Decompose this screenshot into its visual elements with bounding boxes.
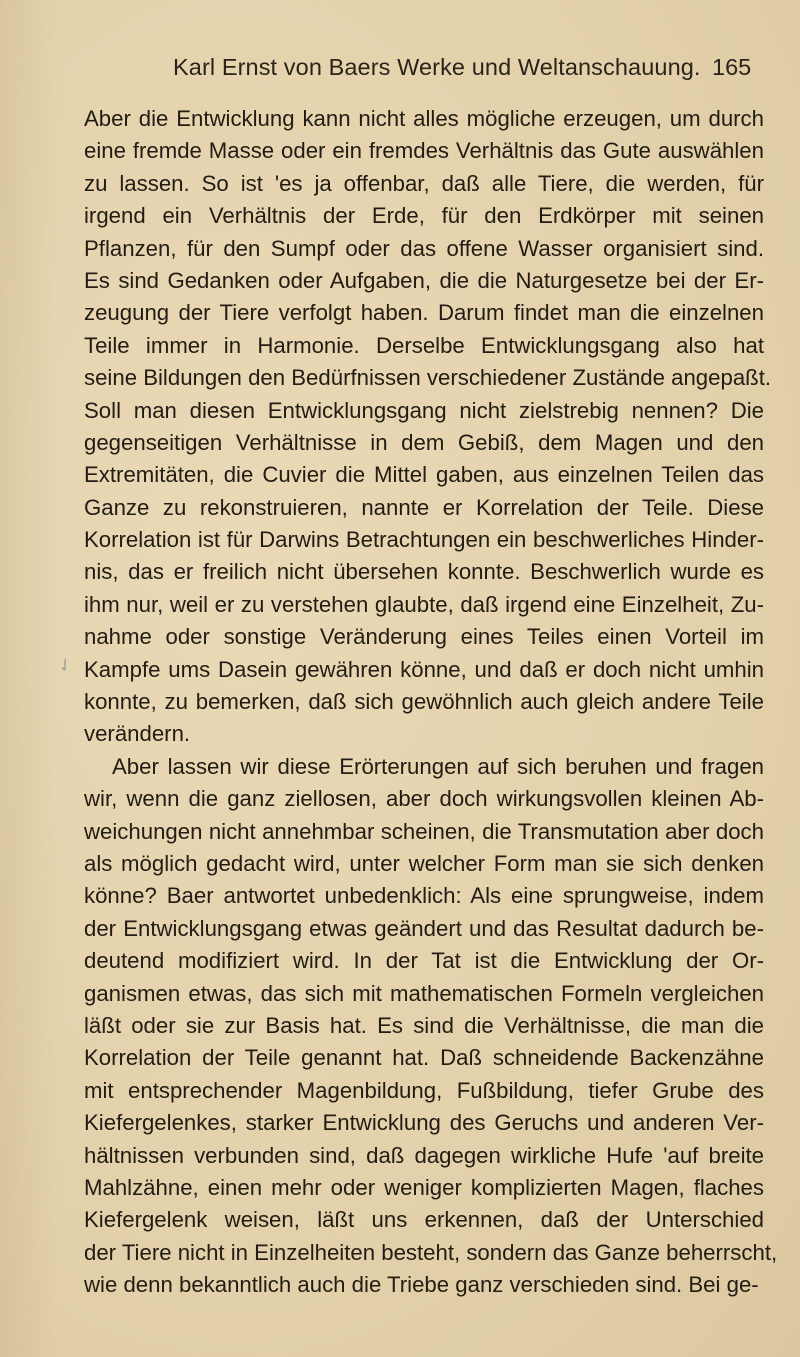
text-line: ganismen etwas, das sich mit mathematischen Formeln vergleichen bbox=[84, 980, 764, 1006]
text-line: Korrelation ist für Darwins Betrachtungen ein beschwerliches Hinder- bbox=[84, 527, 764, 553]
text-line: könne? Baer antwortet unbedenklich: Als eine sprungweise, indem bbox=[84, 883, 764, 909]
paragraph-1 bbox=[84, 103, 772, 751]
text-line: der Tiere nicht in Einzelheiten besteht, sondern das Ganze beherrscht, bbox=[84, 1239, 778, 1265]
text-line: irgend ein Verhältnis der Erde, für den Erdkörper mit seinen bbox=[84, 203, 764, 229]
text-line: Kampfe ums Dasein gewähren könne, und daß er doch nicht umhin bbox=[84, 656, 764, 682]
text-line: nahme oder sonstige Veränderung eines Teiles einen Vorteil im bbox=[84, 624, 764, 650]
page-header bbox=[0, 54, 800, 94]
text-line: Mahlzähne, einen mehr oder weniger komplizierten Magen, flaches bbox=[84, 1174, 764, 1200]
pencil-margin-mark: ✓ bbox=[53, 652, 78, 679]
text-line: hältnissen verbunden sind, daß dagegen wirkliche Hufe 'auf breite bbox=[84, 1142, 764, 1168]
text-line: wie denn bekanntlich auch die Triebe ganz verschieden sind. Bei ge- bbox=[84, 1272, 759, 1298]
running-title: Karl Ernst von Baers Werke und Weltanschauung. bbox=[173, 54, 701, 80]
text-line: nis, das er freilich nicht übersehen konnte. Beschwerlich wurde es bbox=[84, 559, 764, 585]
text-line: als möglich gedacht wird, unter welcher Form man sie sich denken bbox=[84, 850, 764, 876]
body-text bbox=[84, 103, 778, 1301]
text-line: Teile immer in Harmonie. Derselbe Entwicklungsgang also hat bbox=[84, 332, 764, 358]
text-line: konnte, zu bemerken, daß sich gewöhnlich auch gleich andere Teile bbox=[84, 689, 764, 715]
text-line: Soll man diesen Entwicklungsgang nicht zielstrebig nennen? Die bbox=[84, 397, 764, 423]
text-line: wir, wenn die ganz ziellosen, aber doch wirkungsvollen kleinen Ab- bbox=[84, 786, 764, 812]
text-line: zeugung der Tiere verfolgt haben. Darum findet man die einzelnen bbox=[84, 300, 764, 326]
text-line: Aber lassen wir diese Erörterungen auf sich beruhen und fragen bbox=[112, 753, 764, 779]
text-line: zu lassen. So ist 'es ja offenbar, daß alle Tiere, die werden, für bbox=[84, 170, 764, 196]
text-line: Kiefergelenk weisen, läßt uns erkennen, daß der Unterschied bbox=[84, 1207, 764, 1233]
text-line: gegenseitigen Verhältnisse in dem Gebiß, dem Magen und den bbox=[84, 429, 764, 455]
text-line: eine fremde Masse oder ein fremdes Verhältnis das Gute auswählen bbox=[84, 138, 764, 164]
text-line: mit entsprechender Magenbildung, Fußbildung, tiefer Grube des bbox=[84, 1077, 764, 1103]
text-line: verändern. bbox=[84, 721, 191, 747]
page-number: 165 bbox=[712, 54, 752, 80]
text-line: deutend modifiziert wird. In der Tat ist die Entwicklung der Or- bbox=[84, 948, 764, 974]
text-line: der Entwicklungsgang etwas geändert und das Resultat dadurch be- bbox=[84, 915, 764, 941]
text-line: Extremitäten, die Cuvier die Mittel gaben, aus einzelnen Teilen das bbox=[84, 462, 764, 488]
paragraph-2 bbox=[84, 751, 778, 1302]
text-line: Korrelation der Teile genannt hat. Daß schneidende Backenzähne bbox=[84, 1045, 764, 1071]
text-line: läßt oder sie zur Basis hat. Es sind die Verhältnisse, die man die bbox=[84, 1012, 764, 1038]
text-line: Es sind Gedanken oder Aufgaben, die die Naturgesetze bei der Er- bbox=[84, 267, 764, 293]
text-line: Kiefergelenkes, starker Entwicklung des Geruchs und anderen Ver- bbox=[84, 1110, 764, 1136]
text-line: ihm nur, weil er zu verstehen glaubte, daß irgend eine Einzelheit, Zu- bbox=[84, 591, 764, 617]
text-line: weichungen nicht annehmbar scheinen, die Transmutation aber doch bbox=[84, 818, 764, 844]
text-line: Ganze zu rekonstruieren, nannte er Korrelation der Teile. Diese bbox=[84, 494, 764, 520]
text-line: seine Bildungen den Bedürfnissen verschiedener Zustände angepaßt. bbox=[84, 365, 772, 391]
text-line: Pflanzen, für den Sumpf oder das offene Wasser organisiert sind. bbox=[84, 235, 764, 261]
text-line: Aber die Entwicklung kann nicht alles mögliche erzeugen, um durch bbox=[84, 106, 764, 131]
